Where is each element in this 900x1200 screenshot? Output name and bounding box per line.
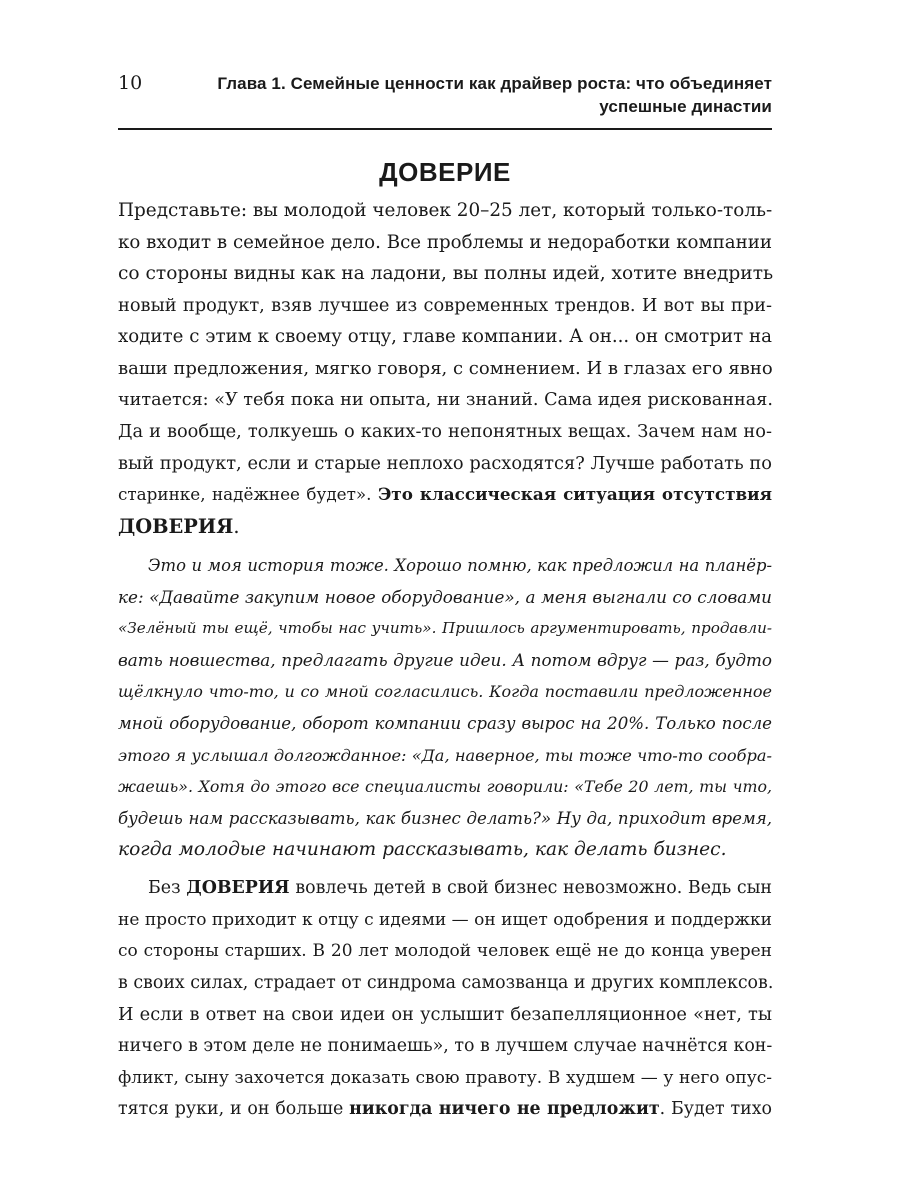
text-line: Представьте: вы молодой человек 20–25 лет, который только-толь- (118, 200, 773, 221)
text-line: ваши предложения, мягко говоря, с сомнением. И в глазах его явно (118, 357, 773, 379)
paragraph-intro (118, 195, 772, 543)
italic-line: мной оборудование, оборот компании сразу вырос на 20%. Только после (118, 713, 772, 733)
text-run: вовлечь детей в свой бизнес невозможно. Ведь сын (289, 878, 773, 898)
text-line (118, 511, 772, 543)
text-line: ничего в этом деле не понимаешь», то в лучшем случае начнётся кон- (118, 1035, 773, 1056)
running-head (212, 72, 772, 118)
italic-line: ке: «Давайте закупим новое оборудование», а меня выгнали со словами (118, 586, 772, 607)
italic-line: вать новшества, предлагать другие идеи. А потом вдруг — раз, будто (118, 649, 772, 670)
text-line: читается: «У тебя пока ни опыта, ни знаний. Сама идея рискованная. (118, 389, 773, 410)
text-run: старинке, надёжнее будет». (118, 484, 378, 505)
text-run: Без (148, 878, 187, 898)
text-line: со стороны видны как на ладони, вы полны идей, хотите внедрить (118, 263, 774, 285)
page-number: 10 (118, 72, 143, 94)
text-run: тятся руки, и он больше (118, 1099, 350, 1120)
text-line: ходите с этим к своему отцу, главе компании. А он... он смотрит на (118, 326, 772, 348)
bold-phrase: никогда ничего не предложит (349, 1099, 660, 1120)
text-line: новый продукт, взяв лучшее из современных трендов. И вот вы при- (118, 294, 772, 316)
bold-phrase: Это классическая ситуация отсутствия (377, 484, 773, 505)
bold-phrase: ДОВЕРИЯ (186, 878, 290, 898)
section-title: ДОВЕРИЕ (379, 157, 511, 187)
italic-line: щёлкнуло что-то, и со мной согласились. Когда поставили предложенное (118, 682, 772, 702)
italic-line: «Зелёный ты ещё, чтобы нас учить». Пришлось аргументировать, продавли- (118, 619, 772, 638)
text-line (118, 873, 772, 905)
italic-line: будешь нам рассказывать, как бизнес делать?» Ну да, приходит время, (118, 808, 772, 828)
text-line: И если в ответ на свои идеи он услышит безапелляционное «нет, ты (118, 1004, 772, 1026)
text-line (118, 1094, 772, 1126)
text-line: фликт, сыну захочется доказать свою правоту. В худшем — у него опус- (118, 1067, 772, 1088)
italic-line: этого я услышал долгожданное: «Да, наверное, ты тоже что-то сообра- (118, 745, 772, 765)
running-head-line: Глава 1. Семейные ценности как драйвер роста: что объединяет (217, 74, 772, 93)
page-header (118, 72, 772, 130)
text-line: ко входит в семейное дело. Все проблемы и недоработки компании (118, 231, 772, 253)
text-run: . (233, 514, 240, 538)
text-line: вый продукт, если и старые неплохо расходятся? Лучше работать по (118, 452, 772, 474)
text-line (118, 479, 772, 511)
bold-phrase: ДОВЕРИЯ (118, 514, 234, 538)
paragraph-personal-story (118, 550, 772, 866)
italic-line: когда молодые начинают рассказывать, как делать бизнес. (118, 839, 727, 861)
text-line: не просто приходит к отцу с идеями — он ищет одобрения и поддержки (118, 909, 772, 930)
italic-line: Это и моя история тоже. Хорошо помню, как предложил на планёр- (148, 556, 772, 575)
text-line: в своих силах, страдает от синдрома самозванца и других комплексов. (118, 972, 774, 993)
text-line: со стороны старших. В 20 лет молодой человек ещё не до конца уверен (118, 941, 772, 962)
running-head-line: успешные династии (599, 97, 772, 116)
text-line: Да и вообще, толкуешь о каких-то непонятных вещах. Зачем нам но- (118, 421, 772, 443)
paragraph-main (118, 873, 772, 1126)
italic-line: жаешь». Хотя до этого все специалисты говорили: «Тебе 20 лет, ты что, (118, 777, 772, 797)
text-run: . Будет тихо (659, 1099, 772, 1120)
